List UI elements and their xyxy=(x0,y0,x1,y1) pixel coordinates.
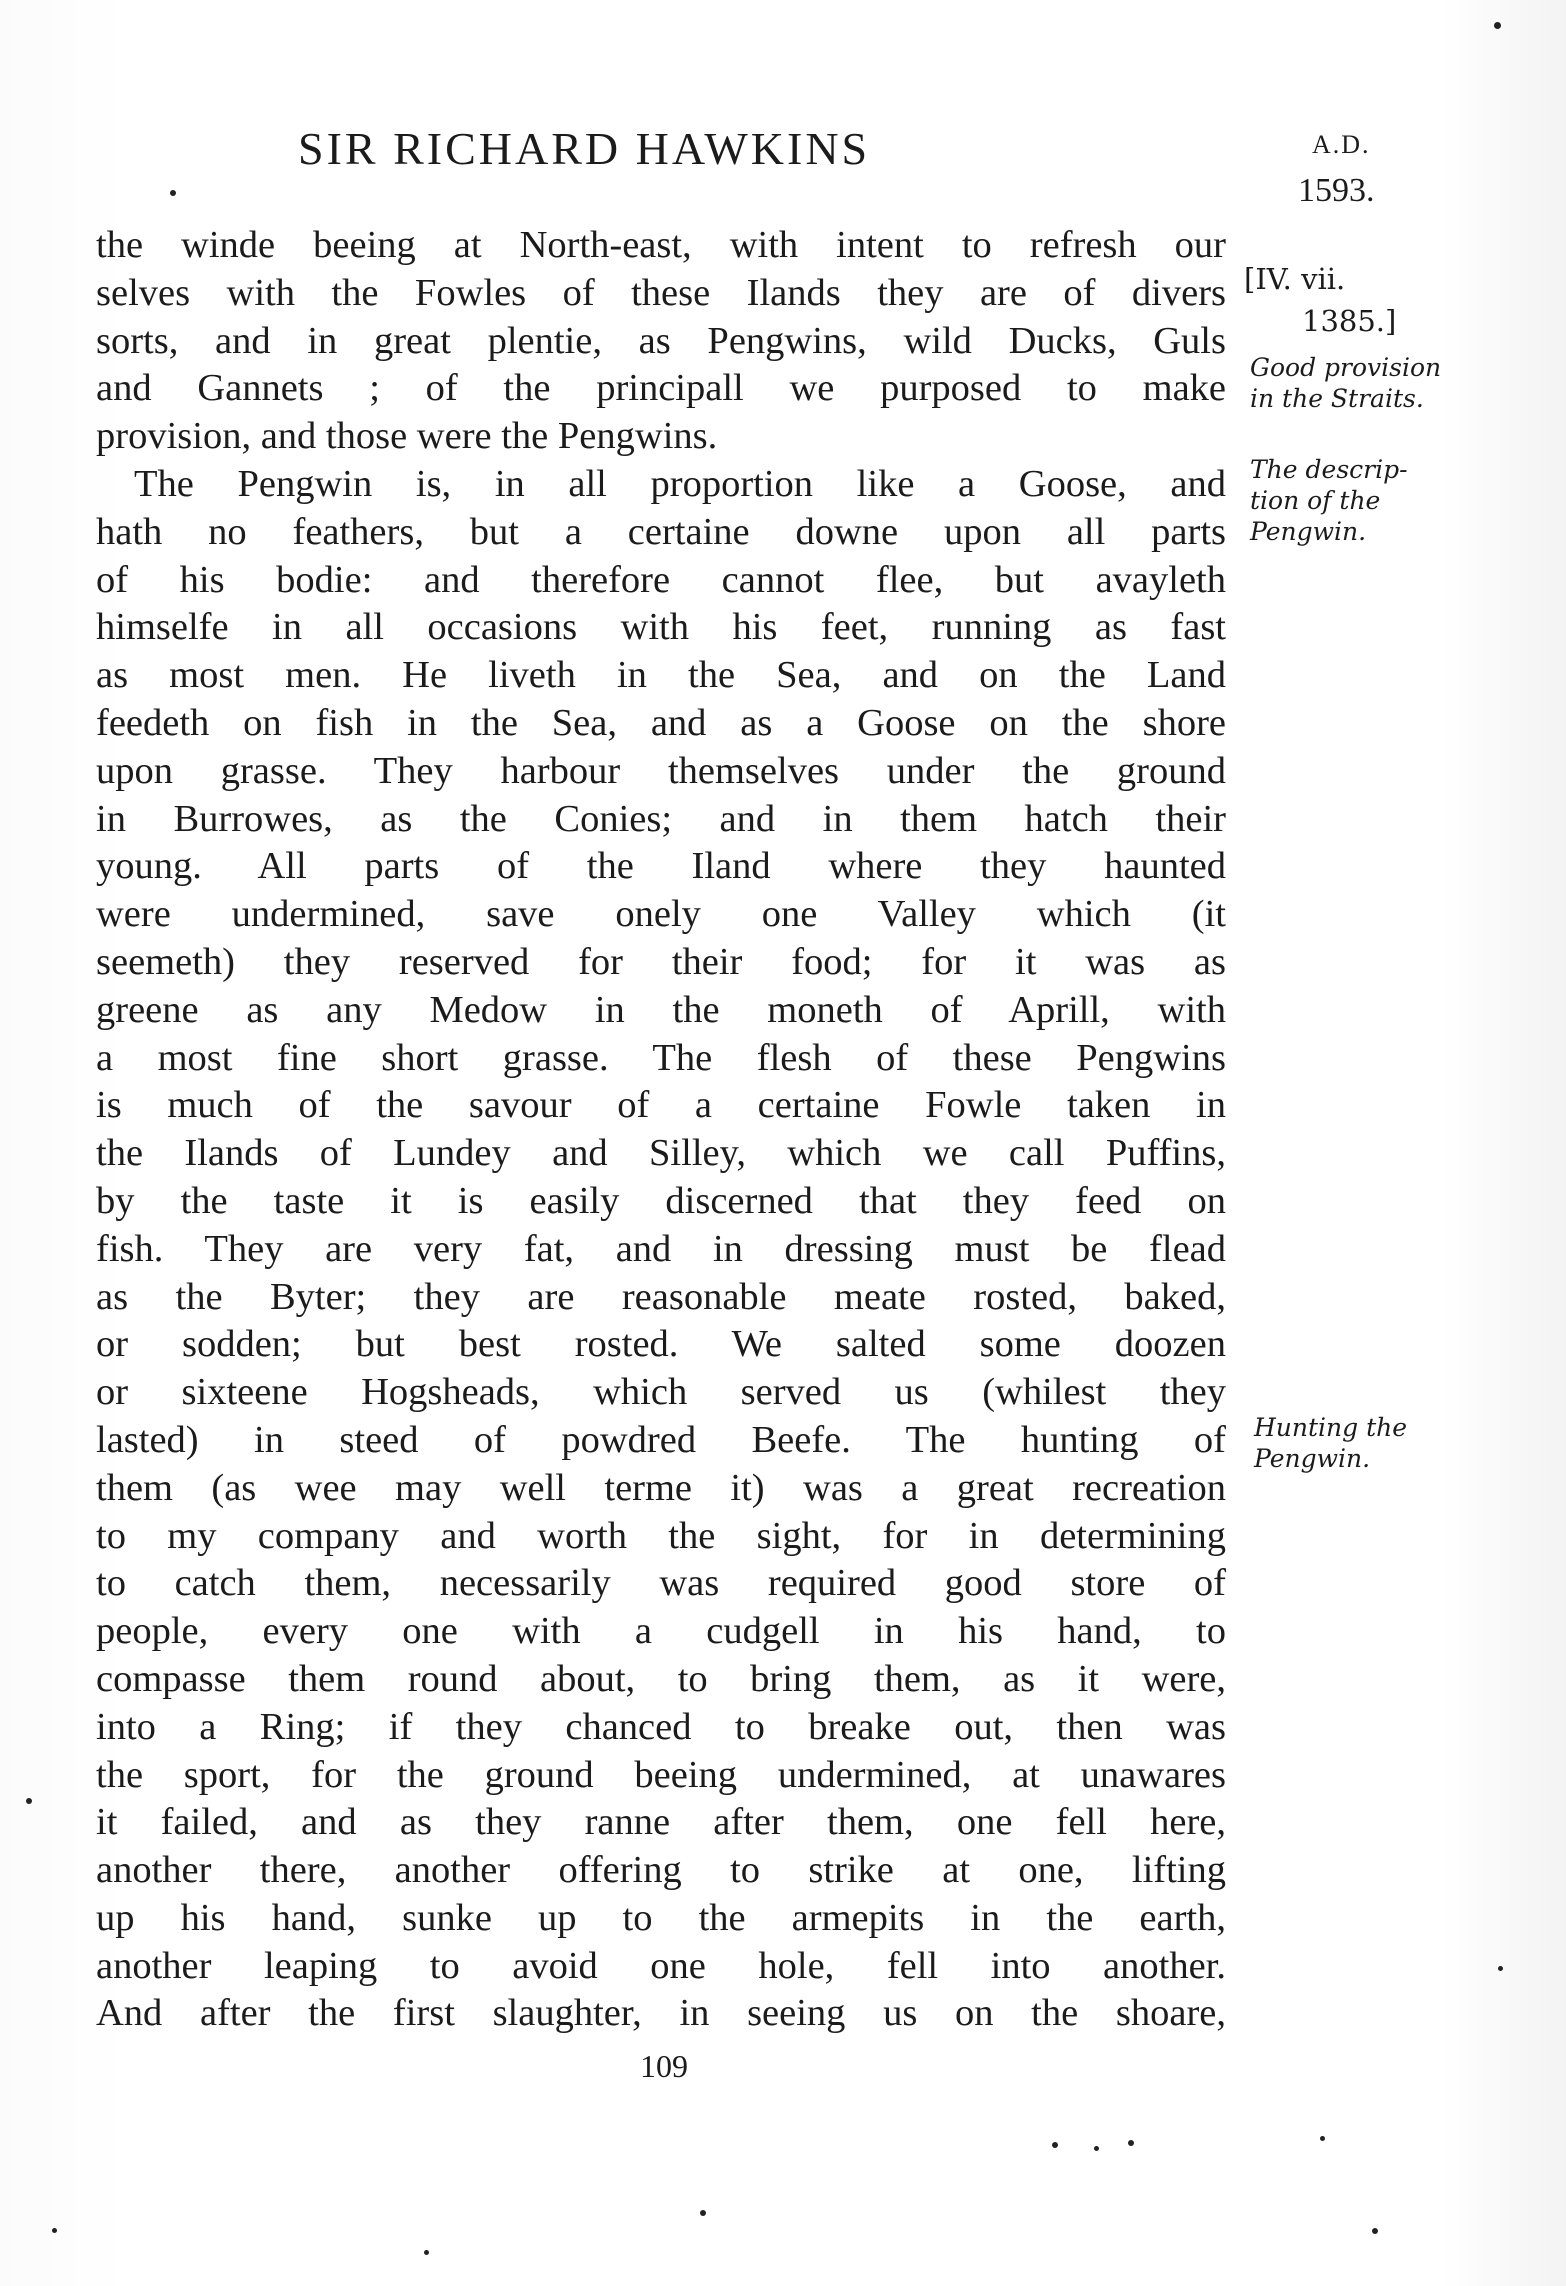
scan-speck xyxy=(1128,2140,1134,2146)
scan-speck xyxy=(1320,2136,1325,2141)
margin-note-line: Good provision xyxy=(1250,353,1442,382)
text-line: upon grasse. They harbour themselves under the ground xyxy=(96,749,1226,792)
margin-note-provision xyxy=(1250,352,1441,414)
scan-speck xyxy=(26,1798,32,1804)
running-title: SIR RICHARD HAWKINS xyxy=(298,123,871,174)
text-line: into a Ring; if they chanced to breake out, then was xyxy=(96,1705,1226,1748)
text-line: another leaping to avoid one hole, fell into another. xyxy=(96,1944,1226,1987)
text-line: people, every one with a cudgell in his hand, to xyxy=(96,1610,1226,1653)
scan-speck xyxy=(424,2250,429,2255)
text-line: the winde beeing at North-east, with intent to refresh our xyxy=(96,224,1226,266)
text-line: seemeth) they reserved for their food; for it was as xyxy=(96,940,1226,983)
text-line: as the Byter; they are reasonable meate rosted, baked, xyxy=(96,1275,1226,1318)
margin-note-line: The descrip- xyxy=(1250,455,1408,484)
text-line: lasted) in steed of powdred Beefe. The hunting of xyxy=(96,1418,1226,1461)
scan-speck xyxy=(52,2228,57,2233)
text-line: feedeth on fish in the Sea, and as a Goose on the shore xyxy=(96,701,1226,744)
scan-speck xyxy=(1052,2142,1058,2148)
text-line: or sixteene Hogsheads, which served us (whilest they xyxy=(96,1371,1226,1414)
scan-speck xyxy=(1372,2228,1378,2234)
text-line: to my company and worth the sight, for in determining xyxy=(96,1514,1226,1557)
text-line: young. All parts of the Iland where they haunted xyxy=(96,845,1226,888)
text-line: the Ilands of Lundey and Silley, which we call Puffins, xyxy=(96,1132,1226,1175)
text-line: by the taste it is easily discerned that they feed on xyxy=(96,1179,1226,1222)
text-line: another there, another offering to strike at one, lifting xyxy=(96,1849,1226,1892)
margin-note-line: Pengwin. xyxy=(1254,1444,1371,1473)
text-line: is much of the savour of a certaine Fowle taken in xyxy=(96,1084,1226,1127)
margin-note-line: in the Straits. xyxy=(1250,384,1424,413)
text-line: himselfe in all occasions with his feet, running as fast xyxy=(96,606,1226,649)
text-line: were undermined, save onely one Valley which (it xyxy=(96,893,1226,936)
scan-speck xyxy=(1498,1966,1503,1971)
text-line: a most fine short grasse. The flesh of these Pengwins xyxy=(96,1036,1226,1079)
volume-reference-line1: [IV. vii. xyxy=(1244,262,1346,296)
text-line: sorts, and in great plentie, as Pengwins, wild Ducks, Guls xyxy=(96,319,1226,362)
text-line: And after the first slaughter, in seeing us on the shoare, xyxy=(96,1992,1226,2035)
text-line: compasse them round about, to bring them, as it were, xyxy=(96,1657,1226,1700)
text-line: the sport, for the ground beeing undermined, at unawares xyxy=(96,1753,1226,1796)
text-line: it failed, and as they ranne after them, one fell here, xyxy=(96,1801,1226,1844)
scan-speck xyxy=(1094,2146,1099,2151)
text-line: as most men. He liveth in the Sea, and on the Land xyxy=(96,654,1226,697)
text-line: or sodden; but best rosted. We salted some doozen xyxy=(96,1323,1226,1366)
body-text xyxy=(96,222,1226,2038)
text-line: selves with the Fowles of these Ilands they are of divers xyxy=(96,271,1226,314)
text-line: hath no feathers, but a certaine downe upon all parts xyxy=(96,510,1226,553)
text-line: The Pengwin is, in all proportion like a Goose, and xyxy=(134,462,1226,505)
text-line: greene as any Medow in the moneth of Aprill, with xyxy=(96,988,1226,1031)
margin-note-line: Pengwin. xyxy=(1250,517,1367,546)
scan-speck xyxy=(170,190,176,196)
text-line: fish. They are very fat, and in dressing must be flead xyxy=(96,1227,1226,1270)
year-value: 1593. xyxy=(1298,172,1375,209)
text-line: in Burrowes, as the Conies; and in them hatch their xyxy=(96,797,1226,840)
volume-reference-line2: 1385.] xyxy=(1302,304,1397,338)
text-line: and Gannets ; of the principall we purposed to make xyxy=(96,367,1226,410)
text-line: provision, and those were the Pengwins. xyxy=(96,415,718,458)
margin-note-line: Hunting the xyxy=(1254,1413,1408,1442)
scan-speck xyxy=(1494,22,1501,29)
page-number: 109 xyxy=(640,2048,688,2084)
volume-reference xyxy=(1244,258,1396,342)
year-label: A.D. xyxy=(1312,130,1371,159)
text-line: up his hand, sunke up to the armepits in the earth, xyxy=(96,1896,1226,1939)
margin-note-line: tion of the xyxy=(1250,486,1381,515)
text-line: to catch them, necessarily was required good store of xyxy=(96,1562,1226,1605)
scan-speck xyxy=(700,2210,706,2216)
margin-note-hunting xyxy=(1254,1412,1407,1474)
text-line: them (as wee may well terme it) was a great recreation xyxy=(96,1466,1226,1509)
margin-note-description xyxy=(1250,454,1408,547)
text-line: of his bodie: and therefore cannot flee, but avayleth xyxy=(96,558,1226,601)
